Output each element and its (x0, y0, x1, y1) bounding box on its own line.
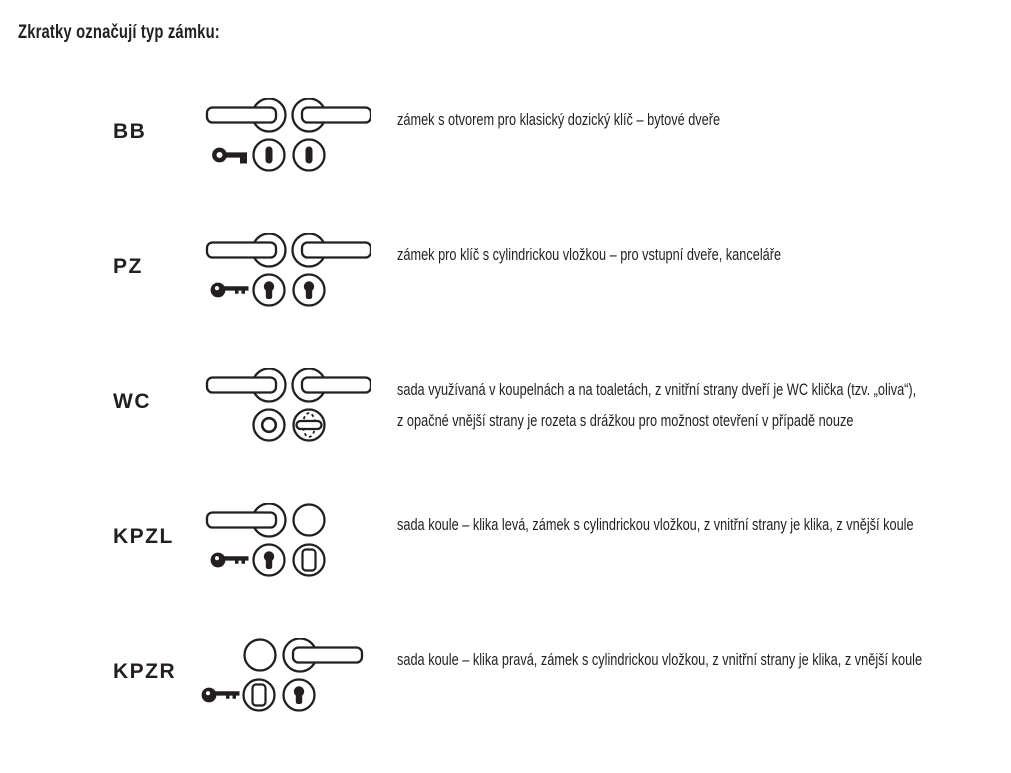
lock-description (397, 374, 916, 436)
lock-hardware-icon-pz (199, 233, 371, 313)
lock-code: KPZL (113, 525, 174, 548)
lock-code: KPZR (113, 660, 177, 683)
description-line: sada koule – klika pravá, zámek s cylindrickou vložkou, z vnitřní strany je klika, z vnější koule (397, 650, 923, 669)
lock-code: BB (113, 120, 147, 143)
lock-code: PZ (113, 255, 143, 278)
lock-description (397, 644, 922, 675)
blind-cylinder-rosette-icon (294, 545, 325, 576)
lock-description (397, 509, 914, 540)
classic-bit-key-icon (214, 150, 247, 164)
bb-keyhole-rosette-icon (294, 140, 325, 171)
knob-icon (294, 505, 325, 536)
knob-icon (245, 640, 276, 671)
oliva-turn-rosette-icon (294, 410, 325, 441)
groove-rosette-icon (254, 410, 285, 441)
lever-handle-right-icon (293, 369, 372, 402)
pz-keyhole-rosette-icon (254, 275, 285, 306)
lock-code: WC (113, 390, 151, 413)
lock-hardware-icon-kpzr (199, 638, 371, 718)
lock-type-row-bb (0, 98, 1011, 233)
lock-type-list (0, 98, 1011, 773)
lever-handle-right-icon (293, 234, 372, 267)
page-title: Zkratky označují typ zámku: (18, 22, 220, 43)
lock-hardware-icon-kpzl (199, 503, 371, 583)
lock-description (397, 104, 720, 135)
pz-keyhole-rosette-icon (294, 275, 325, 306)
description-line: zámek s otvorem pro klasický dozický klíč – bytové dveře (397, 110, 721, 129)
lever-handle-right-icon (293, 99, 372, 132)
lever-handle-left-icon (207, 504, 286, 537)
pz-keyhole-rosette-icon (284, 680, 315, 711)
lever-handle-left-icon (207, 369, 286, 402)
lock-type-row-kpzr (0, 638, 1011, 773)
lever-handle-left-icon (207, 99, 286, 132)
lever-handle-left-icon (207, 234, 286, 267)
lock-type-row-wc (0, 368, 1011, 503)
description-line: zámek pro klíč s cylindrickou vložkou – pro vstupní dveře, kanceláře (397, 245, 782, 264)
blind-cylinder-rosette-icon (244, 680, 275, 711)
description-line: sada využívaná v koupelnách a na toaletách, z vnitřní strany dveří je WC klička (tzv. „oliva“), (397, 380, 917, 399)
cylinder-key-icon (211, 553, 249, 568)
pz-keyhole-rosette-icon (254, 545, 285, 576)
bb-keyhole-rosette-icon (254, 140, 285, 171)
cylinder-key-icon (211, 283, 249, 298)
lock-description (397, 239, 781, 270)
lock-hardware-icon-wc (199, 368, 371, 448)
lever-handle-right-icon (284, 639, 363, 672)
lock-hardware-icon-bb (199, 98, 371, 178)
description-line: sada koule – klika levá, zámek s cylindrickou vložkou, z vnitřní strany je klika, z vnější koule (397, 515, 914, 534)
description-line: z opačné vnější strany je rozeta s drážkou pro možnost otevření v případě nouze (397, 411, 854, 430)
lock-type-row-pz (0, 233, 1011, 368)
cylinder-key-icon (202, 688, 240, 703)
lock-type-row-kpzl (0, 503, 1011, 638)
